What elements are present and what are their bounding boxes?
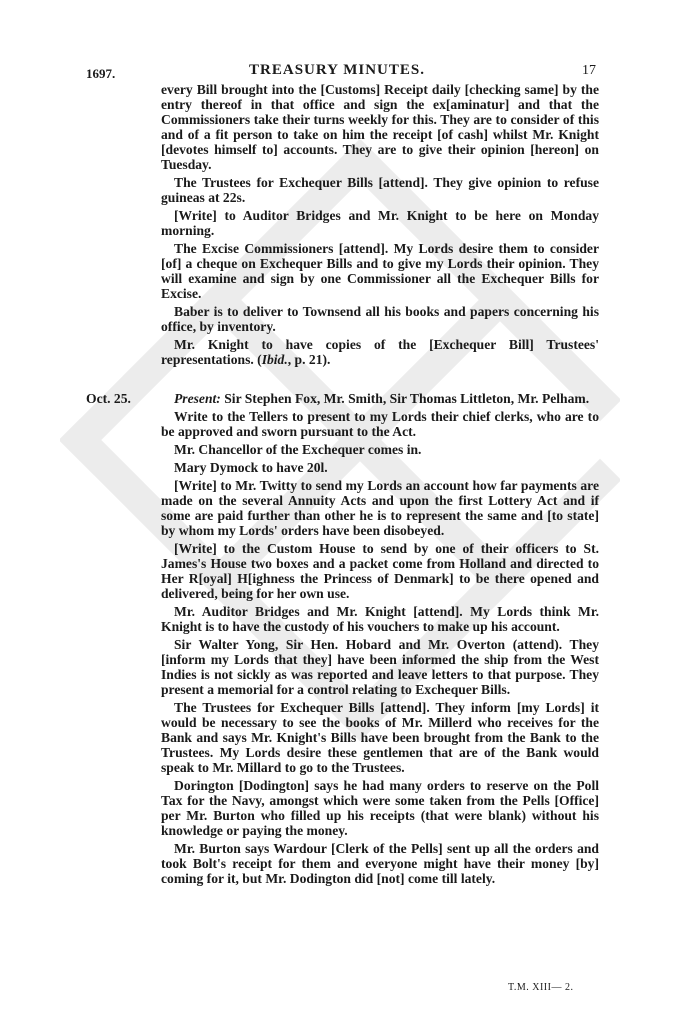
paragraph: The Trustees for Exchequer Bills [attend]. They give opinion to refuse guineas at 22s. xyxy=(161,175,599,205)
paragraph: Write to the Tellers to present to my Lords their chief clerks, who are to be approved and sworn pursuant to the Act. xyxy=(161,409,599,439)
paragraph: Sir Walter Yong, Sir Hen. Hobard and Mr. Overton (attend). They [inform my Lords that they] have been informed the ship from the West Indies is not sickly as was reported and leave letters to that purpose. They present a memorial for a control relating to Exchequer Bills. xyxy=(161,637,599,697)
paragraph: The Excise Commissioners [attend]. My Lords desire them to consider [of] a cheque on Exchequer Bills and to give my Lords their opinion. They will examine and sign by one Commissioner all the Exchequer Bills for Excise. xyxy=(161,241,599,301)
paragraph: Mr. Auditor Bridges and Mr. Knight [attend]. My Lords think Mr. Knight is to have the custody of his vouchers to make up his account. xyxy=(161,604,599,634)
page-header xyxy=(0,60,674,82)
document-body xyxy=(86,82,599,886)
paragraph: Mr. Burton says Wardour [Clerk of the Pells] sent up all the orders and took Bolt's receipt for them and everyone might have their money [by] coming for it, but Mr. Dodington did [not] come till lately. xyxy=(161,841,599,886)
paragraph: Mr. Chancellor of the Exchequer comes in. xyxy=(174,442,422,457)
header-title: TREASURY MINUTES. xyxy=(249,62,425,78)
paragraph: [Write] to Mr. Twitty to send my Lords an account how far payments are made on the several Annuity Acts and upon the first Lottery Act and if some are paid further than other he is to represent the same and [to state] by whom my Lords' orders have been disobeyed. xyxy=(161,478,599,538)
present-names: Sir Stephen Fox, Mr. Smith, Sir Thomas Littleton, Mr. Pelham. xyxy=(220,391,590,406)
paragraph: Mary Dymock to have 20l. xyxy=(174,460,328,475)
present-label: Present: xyxy=(174,391,221,406)
signature-mark: T.M. XIII— 2. xyxy=(508,982,574,993)
entry-date: Oct. 25. xyxy=(86,391,131,406)
minute-entry xyxy=(86,391,599,886)
paragraph: Dorington [Dodington] says he had many orders to reserve on the Poll Tax for the Navy, amongst which were some taken from the Pells [Office] per Mr. Burton who filled up his receipts (that were blank) without his knowledge or paying the money. xyxy=(161,778,599,838)
paragraph: [Write] to the Custom House to send by one of their officers to St. James's House two boxes and a packet come from Holland and directed to Her R[oyal] H[ighness the Princess of Denmark] to be there opened and delivered, being for her own use. xyxy=(161,541,599,601)
header-year: 1697. xyxy=(86,66,116,81)
page-number: 17 xyxy=(582,63,596,78)
paragraph: Baber is to deliver to Townsend all his books and papers concerning his office, by inventory. xyxy=(161,304,599,334)
reference-page: , p. 21). xyxy=(287,352,331,367)
paragraph: The Trustees for Exchequer Bills [attend]. They inform [my Lords] it would be necessary to see the books of Mr. Millerd who receives for the Bank and says Mr. Knight's Bills have been brought from the Bank to the Trustees. My Lords desire these gentlemen that are of the Bank would speak to Mr. Millard to go to the Trustees. xyxy=(161,700,599,775)
paragraph-text: Mr. Knight to have copies of the [Exchequer Bill] Trustees' representations. ( xyxy=(161,337,599,367)
paragraph-with-reference xyxy=(161,337,599,367)
reference-ibid: Ibid. xyxy=(261,352,288,367)
present-line xyxy=(161,391,599,406)
paragraph: every Bill brought into the [Customs] Receipt daily [checking same] by the entry thereof in that office and sign the ex[aminatur] and that the Commissioners take their turns weekly for this. They are to consider of this and of a fit person to take on him the receipt [of cash] whilst Mr. Knight [devotes himself to] accounts. They are to give their opinion [hereon] on Tuesday. xyxy=(161,82,599,172)
paragraph: [Write] to Auditor Bridges and Mr. Knight to be here on Monday morning. xyxy=(161,208,599,238)
